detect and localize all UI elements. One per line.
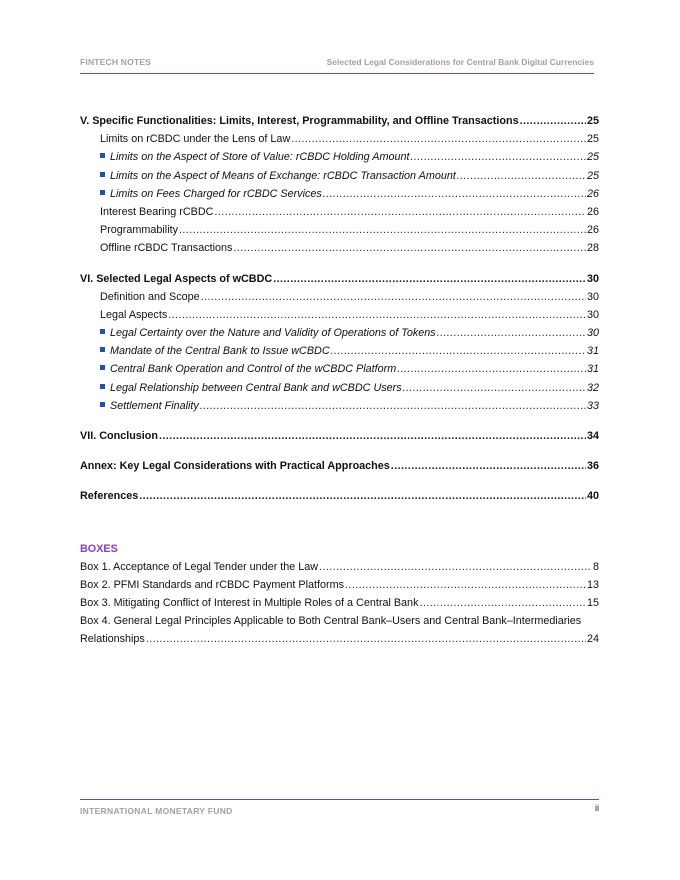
toc-entry-section-6[interactable] [80,270,599,288]
box-entry-3[interactable] [80,594,599,612]
box-entry-title: Box 2. PFMI Standards and rCBDC Payment Platforms [80,578,345,591]
toc-entry-title: Annex: Key Legal Considerations with Practical Approaches [80,460,390,473]
dot-leader [419,594,586,612]
spacer [80,475,599,487]
footer-organization: INTERNATIONAL MONETARY FUND [80,806,233,816]
running-header [80,57,594,74]
box-entry-page: 8 [592,560,599,573]
toc-entry-title: Limits on rCBDC under the Lens of Law [100,133,291,146]
toc-entry-page: 30 [586,290,599,303]
toc-entry-page: 36 [586,460,599,473]
toc-entry-title: Legal Relationship between Central Bank and wCBDC Users [110,381,402,394]
spacer [80,445,599,457]
toc-entry-page: 28 [586,242,599,255]
toc-entry-title: Programmability [100,224,178,237]
toc-entry-title: VI. Selected Legal Aspects of wCBDC [80,272,273,285]
dot-leader [291,130,586,148]
toc-entry-page: 30 [586,272,599,285]
page-number: ii [595,803,599,813]
dot-leader [179,221,586,239]
toc-entry-section-7[interactable] [80,427,599,445]
toc-entry-title: Limits on the Aspect of Store of Value: rCBDC Holding Amount [110,151,410,164]
toc-entry-page: 31 [586,363,599,376]
toc-entry-title: Legal Aspects [100,308,168,321]
toc-entry-page: 30 [586,308,599,321]
toc-entry-page: 34 [586,430,599,442]
toc-entry-annex[interactable] [80,457,599,475]
toc-entry-title: Legal Certainty over the Nature and Validity of Operations of Tokens [110,327,436,340]
dot-leader [520,112,586,130]
toc-entry-title: Settlement Finality [110,399,199,412]
toc-entry-page: 40 [586,490,599,503]
spacer [80,415,599,427]
header-document-title: Selected Legal Considerations for Central Bank Digital Currencies [326,57,594,67]
toc-entry[interactable] [80,130,599,148]
toc-entry-title: Central Bank Operation and Control of the wCBDC Platform [110,363,397,376]
dot-leader [323,185,586,203]
toc-entry-page: 26 [586,187,599,200]
boxes-heading: BOXES [80,542,118,555]
toc-entry-page: 26 [586,205,599,218]
box-entry-page: 15 [586,596,599,609]
header-series-label: FINTECH NOTES [80,57,152,67]
dot-leader [168,306,586,324]
box-entry-page: 13 [586,578,599,591]
toc-entry-page: 33 [586,399,599,412]
toc-entry-section-5[interactable] [80,112,599,130]
toc-entry-page: 25 [586,151,599,164]
box-entry-page: 24 [586,633,599,646]
toc-entry[interactable] [80,239,599,257]
dot-leader [437,324,586,342]
dot-leader [139,487,586,505]
spacer [80,506,599,540]
toc-entry-page: 32 [586,381,599,394]
toc-entry-page: 25 [586,133,599,146]
toc-entry-title: VII. Conclusion [80,430,158,442]
dot-leader [319,558,592,576]
toc-subentry[interactable] [80,342,599,360]
square-bullet-icon [100,190,105,195]
dot-leader [159,427,586,445]
square-bullet-icon [100,329,105,334]
dot-leader [146,630,586,648]
toc-subentry[interactable] [80,167,599,185]
toc-entry-title: Limits on Fees Charged for rCBDC Services [110,187,322,200]
box-entry-title: Box 1. Acceptance of Legal Tender under the Law [80,560,319,573]
box-entry-4-title-line[interactable]: Box 4. General Legal Principles Applicable to Both Central Bank–Users and Central Bank–Intermediaries [80,615,582,628]
dot-leader [331,342,586,360]
dot-leader [457,167,586,185]
box-entry-title: Box 3. Mitigating Conflict of Interest in Multiple Roles of a Central Bank [80,596,419,609]
dot-leader [410,148,586,166]
toc-entry-title: Limits on the Aspect of Means of Exchange: rCBDC Transaction Amount [110,169,456,182]
dot-leader [403,379,586,397]
box-entry-4[interactable] [80,630,599,648]
spacer [80,258,599,270]
toc-entry-title: Interest Bearing rCBDC [100,205,214,218]
box-entry-1[interactable] [80,558,599,576]
toc-entry[interactable] [80,306,599,324]
dot-leader [391,457,586,475]
toc-subentry[interactable] [80,360,599,378]
toc-entry-title: References [80,490,139,503]
toc-entry-page: 25 [586,115,599,127]
toc-entry-page: 30 [586,327,599,340]
box-entry-title: Relationships [80,633,145,646]
box-entry-2[interactable] [80,576,599,594]
dot-leader [200,397,586,415]
square-bullet-icon [100,384,105,389]
toc-subentry[interactable] [80,185,599,203]
dot-leader [214,203,586,221]
toc-subentry[interactable] [80,148,599,166]
dot-leader [273,270,586,288]
toc-entry-page: 26 [586,224,599,237]
toc-entry-page: 25 [586,169,599,182]
toc-subentry[interactable] [80,397,599,415]
dot-leader [201,288,586,306]
square-bullet-icon [100,347,105,352]
table-of-contents [80,112,599,649]
square-bullet-icon [100,172,105,177]
toc-entry-title: Offline rCBDC Transactions [100,242,233,255]
running-footer [80,799,599,820]
toc-entry-title: Definition and Scope [100,290,200,303]
dot-leader [345,576,586,594]
dot-leader [397,360,586,378]
toc-entry-references[interactable] [80,487,599,505]
square-bullet-icon [100,402,105,407]
toc-entry-title: Mandate of the Central Bank to Issue wCBDC [110,345,330,358]
toc-entry-title: V. Specific Functionalities: Limits, Interest, Programmability, and Offline Transactions [80,115,519,127]
toc-subentry[interactable] [80,379,599,397]
toc-entry[interactable] [80,288,599,306]
toc-entry[interactable] [80,203,599,221]
dot-leader [233,239,586,257]
square-bullet-icon [100,153,105,158]
toc-entry-page: 31 [586,345,599,358]
toc-entry[interactable] [80,221,599,239]
toc-subentry[interactable] [80,324,599,342]
square-bullet-icon [100,365,105,370]
